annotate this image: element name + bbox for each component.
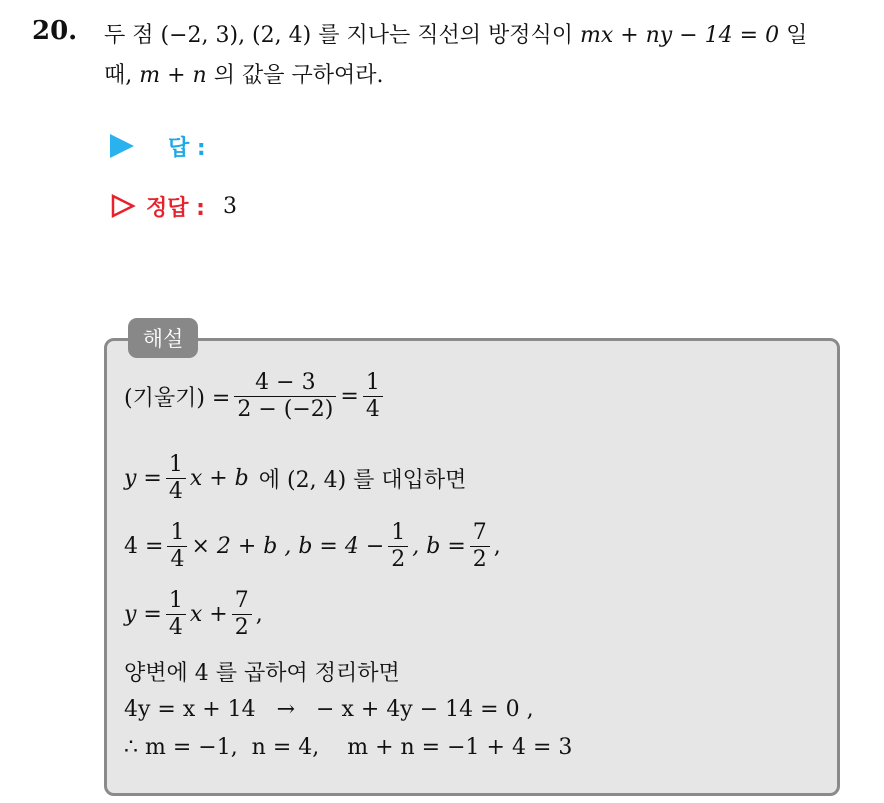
fraction-numerator: 4 − 3 xyxy=(255,370,316,395)
question-equation: mx + ny − 14 = 0 xyxy=(579,23,780,48)
question-line2-prefix: 때, xyxy=(104,63,140,88)
solution-line-4 xyxy=(124,588,263,641)
line4-fraction-1 xyxy=(166,588,186,641)
fraction-numerator: 7 xyxy=(234,588,249,613)
slope-lhs: (기울기) = xyxy=(124,386,231,411)
play-triangle-icon xyxy=(110,134,134,158)
answer-label: 답 : xyxy=(168,135,206,161)
fraction-denominator: 2 xyxy=(391,547,406,572)
line2-rest: x + b xyxy=(189,466,249,491)
fraction-denominator: 2 xyxy=(472,547,487,572)
line3-c: , b = xyxy=(412,534,466,559)
line4-c: , xyxy=(255,602,263,627)
fraction-denominator: 4 xyxy=(168,479,183,504)
line3-fraction-3 xyxy=(470,520,490,573)
solution-line-3 xyxy=(124,520,501,573)
line2-lhs: y = xyxy=(124,466,162,491)
fraction-numerator: 1 xyxy=(365,370,380,395)
correct-answer-label: 정답 : xyxy=(146,195,205,221)
slope-fraction xyxy=(234,370,336,423)
line4-b: x + xyxy=(189,602,228,627)
correct-answer-value: 3 xyxy=(222,193,237,219)
question-text xyxy=(104,16,874,96)
solution-line-2 xyxy=(124,452,466,505)
line3-b: × 2 + b , b = 4 − xyxy=(191,534,385,559)
line2-text: 에 (2, 4) 를 대입하면 xyxy=(258,468,467,493)
fraction-denominator: 2 − (−2) xyxy=(237,397,334,422)
fraction-denominator: 2 xyxy=(234,615,249,640)
fraction-denominator: 4 xyxy=(168,615,183,640)
correct-answer-row xyxy=(110,188,237,224)
fraction-denominator: 4 xyxy=(365,397,380,422)
line3-fraction-2 xyxy=(388,520,408,573)
question-line1-prefix: 두 점 (−2, 3), (2, 4) 를 지나는 직선의 방정식이 xyxy=(104,23,580,48)
equals-sign: = xyxy=(340,384,359,409)
question-target: m + n xyxy=(139,63,207,88)
question-line1-suffix: 일 xyxy=(779,23,808,48)
solution-line-5: 양변에 4 를 곱하여 정리하면 xyxy=(124,660,400,686)
fraction-numerator: 1 xyxy=(170,520,185,545)
line3-a: 4 = xyxy=(124,534,164,559)
solution-line-1 xyxy=(124,370,387,423)
fraction-numerator: 7 xyxy=(472,520,487,545)
line4-fraction-2 xyxy=(232,588,252,641)
fraction-numerator: 1 xyxy=(168,588,183,613)
line3-fraction-1 xyxy=(167,520,187,573)
line2-fraction xyxy=(166,452,186,505)
solution-tag: 해설 xyxy=(128,318,198,358)
slope-result-fraction xyxy=(363,370,383,423)
solution-line-7: ∴ m = −1, n = 4, m + n = −1 + 4 = 3 xyxy=(124,734,573,760)
fraction-denominator: 4 xyxy=(170,547,185,572)
question-number: 20. xyxy=(32,16,78,46)
line3-d: , xyxy=(493,534,501,559)
solution-line-6: 4y = x + 14 → − x + 4y − 14 = 0 , xyxy=(124,696,534,722)
outline-triangle-icon xyxy=(110,193,136,219)
line4-a: y = xyxy=(124,602,162,627)
fraction-numerator: 1 xyxy=(168,452,183,477)
question-line2-suffix: 의 값을 구하여라. xyxy=(206,63,384,88)
fraction-numerator: 1 xyxy=(391,520,406,545)
answer-row xyxy=(110,128,206,164)
